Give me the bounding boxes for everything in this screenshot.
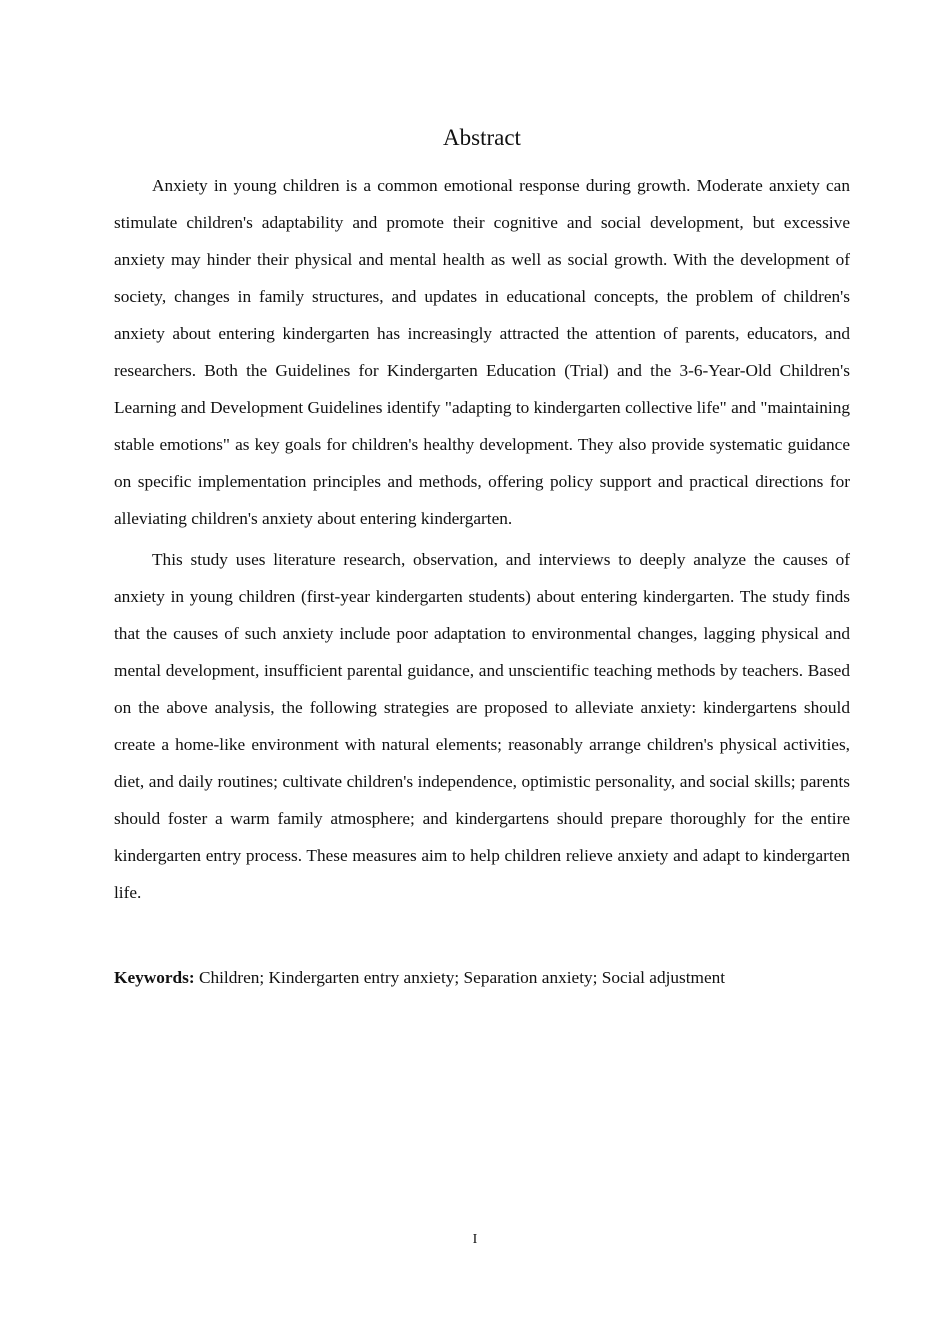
abstract-section [114,123,850,993]
abstract-paragraph-2: This study uses literature research, observation, and interviews to deeply analyze the causes of anxiety in young children (first-year kindergarten students) about entering kindergarten. The study finds that the causes of such anxiety include poor adaptation to environmental changes, lagging physical and mental development, insufficient parental guidance, and unscientific teaching methods by teachers. Based on the above analysis, the following strategies are proposed to alleviate anxiety: kindergartens should create a home-like environment with natural elements; reasonably arrange children's physical activities, diet, and daily routines; cultivate children's independence, optimistic personality, and social skills; parents should foster a warm family atmosphere; and kindergartens should prepare thoroughly for the entire kindergarten entry process. These measures aim to help children relieve anxiety and adapt to kindergarten life. [114,550,850,902]
keywords-line [114,963,850,993]
keywords-text: Children; Kindergarten entry anxiety; Separation anxiety; Social adjustment [194,968,726,987]
keywords-label: Keywords: [114,968,195,987]
abstract-paragraph-1: Anxiety in young children is a common emotional response during growth. Moderate anxiety can stimulate children's adaptability and promote their cognitive and social development, but excessive anxiety may hinder their physical and mental health as well as social growth. With the development of society, changes in family structures, and updates in educational concepts, the problem of children's anxiety about entering kindergarten has increasingly attracted the attention of parents, educators, and researchers. Both the Guidelines for Kindergarten Education (Trial) and the 3-6-Year-Old Children's Learning and Development Guidelines identify "adapting to kindergarten collective life" and "maintaining stable emotions" as key goals for children's healthy development. They also provide systematic guidance on specific implementation principles and methods, offering policy support and practical directions for alleviating children's anxiety about entering kindergarten. [114,176,850,528]
abstract-title: Abstract [443,125,521,150]
page-number: I [472,1232,478,1247]
